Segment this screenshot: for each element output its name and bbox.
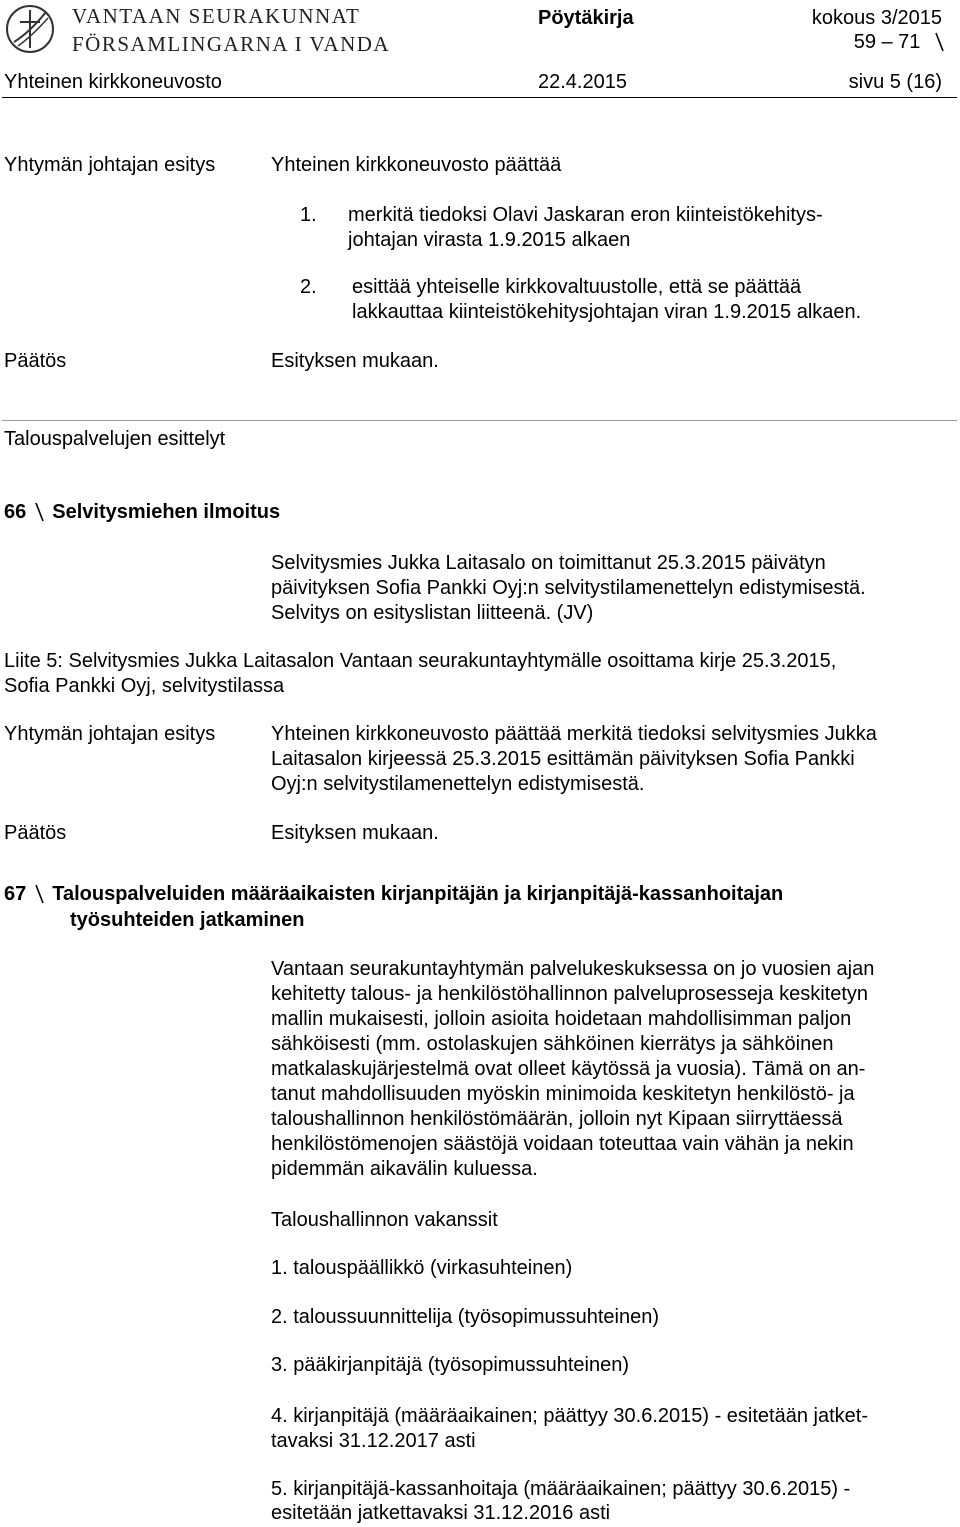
section-title: Selvitysmiehen ilmoitus [52,501,281,523]
proposal-text: Laitasalon kirjeessä 25.3.2015 esittämän päivityksen Sofia Pankki [271,748,855,770]
paragraph-line: Vantaan seurakuntayhtymän palvelukeskuksessa on jo vuosien ajan [271,958,875,980]
section-title: Talouspalveluiden määräaikaisten kirjanpitäjän ja kirjanpitäjä-kassanhoitajan [52,883,784,905]
list-item-text: lakkauttaa kiinteistökehitysjohtajan viran 1.9.2015 alkaen. [352,301,862,323]
vacancy-item-continued: tavaksi 31.12.2017 asti [271,1430,476,1452]
vacancies-heading: Taloushallinnon vakanssit [271,1209,498,1231]
paragraph-line: taloushallinnon henkilöstömäärän, jolloin nyt Kipaan siirryttäessä [271,1108,843,1130]
document-type: Pöytäkirja [538,7,634,29]
paragraph-line: matkalaskujärjestelmä ovat olleet käytössä ja vuosia). Tämä on an- [271,1058,866,1080]
meeting-date: 22.4.2015 [538,71,627,93]
logo [4,2,56,56]
proposal-label: Yhtymän johtajan esitys [4,154,216,176]
presenter-heading: Talouspalvelujen esittelyt [4,428,226,450]
list-item-text: johtajan virasta 1.9.2015 alkaen [348,229,631,251]
decision-label: Päätös [4,822,67,844]
proposal-intro: Yhteinen kirkkoneuvosto päättää [271,154,562,176]
paragraph-line: kehitetty talous- ja henkilöstöhallinnon palveluprosesseja keskitetyn [271,983,869,1005]
body-paragraph [271,957,874,1182]
vacancy-item: 2. taloussuunnittelija (työsopimussuhteinen) [271,1306,659,1328]
body-text: Selvitys on esityslistan liitteenä. (JV) [271,602,594,624]
paragraph-line: sähköisesti (mm. ostolaskujen sähköinen kierrätys ja sähköinen [271,1033,834,1055]
list-item-number: 1. [300,204,317,226]
section-sign-icon [32,883,46,905]
vacancy-item: 1. talouspäällikkö (virkasuhteinen) [271,1257,573,1279]
header-divider [2,97,957,98]
proposal-label: Yhtymän johtajan esitys [4,723,216,745]
page-number: sivu 5 (16) [848,71,942,93]
section-range [854,30,946,55]
meeting-body: Yhteinen kirkkoneuvosto [4,71,222,93]
list-item-number: 2. [300,276,317,298]
vacancy-item: 5. kirjanpitäjä-kassanhoitaja (määräaikainen; päättyy 30.6.2015) - [271,1478,851,1500]
attachment-note: Liite 5: Selvitysmies Jukka Laitasalon Vantaan seurakuntayhtymälle osoittama kirje 25.3.2015, [4,650,837,672]
section-range-text: 59 – 71 [853,31,921,53]
body-text: päivityksen Sofia Pankki Oyj:n selvitystilamenettelyn edistymisestä. [271,577,866,599]
decision-text: Esityksen mukaan. [271,822,439,844]
vacancy-item: 4. kirjanpitäjä (määräaikainen; päättyy 30.6.2015) - esitetään jatket- [271,1405,869,1427]
vacancy-item: 3. pääkirjanpitäjä (työsopimussuhteinen) [271,1354,629,1376]
proposal-text: Yhteinen kirkkoneuvosto päättää merkitä tiedoksi selvitysmies Jukka [271,723,877,745]
attachment-note: Sofia Pankki Oyj, selvitystilassa [4,675,285,697]
body-text: Selvitysmies Jukka Laitasalo on toimittanut 25.3.2015 päivätyn [271,552,826,574]
section-67-heading [4,882,783,907]
org-name-finnish: VANTAAN SEURAKUNNAT [72,4,361,28]
list-item-text: esittää yhteiselle kirkkovaltuustolle, että se päättää [352,276,802,298]
paragraph-line: mallin mukaisesti, jolloin asioita hoidetaan mahdollisimman paljon [271,1008,852,1030]
meeting-number: kokous 3/2015 [811,7,942,29]
section-sign-icon [932,31,946,53]
paragraph-line: tanut mahdollisuuden myöskin minimoida keskitetyn henkilöstö- ja [271,1083,855,1105]
section-number: 67 [4,883,27,905]
decision-text: Esityksen mukaan. [271,350,439,372]
section-66-heading [4,500,280,525]
decision-label: Päätös [4,350,67,372]
paragraph-line: henkilöstömenojen säästöjä voidaan toteuttaa vain vähän ja nekin [271,1133,854,1155]
org-name-swedish: FÖRSAMLINGARNA I VANDA [72,32,391,56]
section-number: 66 [4,501,27,523]
proposal-text: Oyj:n selvitystilamenettelyn edistymisestä. [271,773,645,795]
section-title-continued: työsuhteiden jatkaminen [70,909,305,931]
list-item-text: merkitä tiedoksi Olavi Jaskaran eron kiinteistökehitys- [348,204,823,226]
section-sign-icon [32,501,46,523]
paragraph-line: pidemmän aikavälin kuluessa. [271,1158,538,1180]
vacancy-item-continued: esitetään jatkettavaksi 31.12.2016 asti [271,1502,611,1524]
section-divider [2,420,957,421]
cross-emblem-icon [4,2,56,56]
